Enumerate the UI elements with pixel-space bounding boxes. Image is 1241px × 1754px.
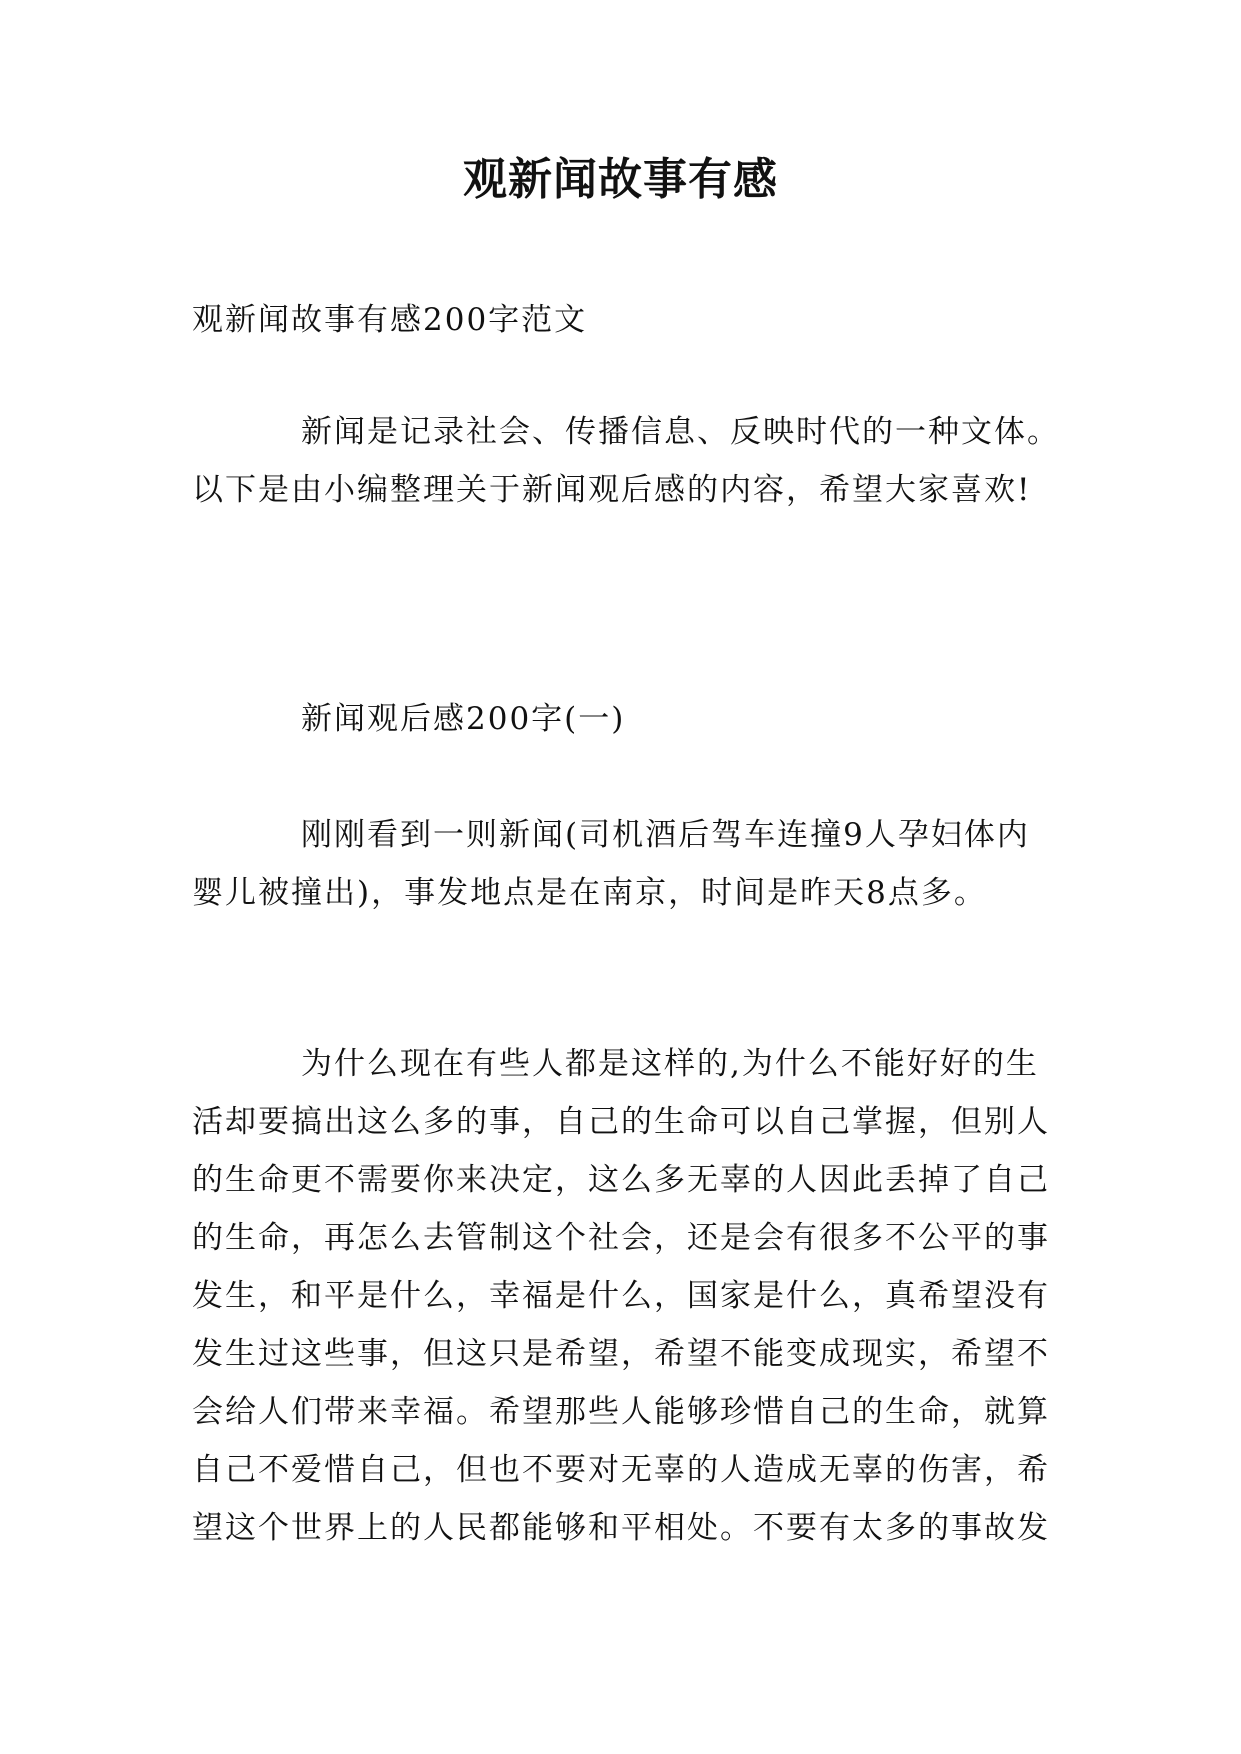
paragraph-2-line-7: 会给人们带来幸福。希望那些人能够珍惜自己的生命，就算 [192,1394,1050,1430]
paragraph-1-line-1: 刚刚看到一则新闻(司机酒后驾车连撞9人孕妇体内 [301,817,1030,853]
paragraph-1-line-2: 婴儿被撞出)，事发地点是在南京，时间是昨天8点多。 [192,875,987,911]
intro-line-1: 新闻是记录社会、传播信息、反映时代的一种文体。 [301,414,1060,450]
paragraph-2-line-3: 的生命更不需要你来决定，这么多无辜的人因此丢掉了自己 [192,1162,1050,1198]
paragraph-2-line-4: 的生命，再怎么去管制这个社会，还是会有很多不公平的事 [192,1220,1050,1256]
paragraph-2-line-2: 活却要搞出这么多的事，自己的生命可以自己掌握，但别人 [192,1104,1050,1140]
paragraph-2-line-1: 为什么现在有些人都是这样的,为什么不能好好的生 [301,1046,1039,1082]
paragraph-2-line-9: 望这个世界上的人民都能够和平相处。不要有太多的事故发 [192,1510,1050,1546]
page-title: 观新闻故事有感 [463,154,778,205]
subtitle: 观新闻故事有感200字范文 [192,302,588,338]
paragraph-2-line-5: 发生，和平是什么，幸福是什么，国家是什么，真希望没有 [192,1278,1050,1314]
paragraph-2-line-6: 发生过这些事，但这只是希望，希望不能变成现实，希望不 [192,1336,1050,1372]
section-heading: 新闻观后感200字(一) [301,701,626,737]
intro-line-2: 以下是由小编整理关于新闻观后感的内容，希望大家喜欢! [192,472,1032,508]
paragraph-2-line-8: 自己不爱惜自己，但也不要对无辜的人造成无辜的伤害，希 [192,1452,1050,1488]
